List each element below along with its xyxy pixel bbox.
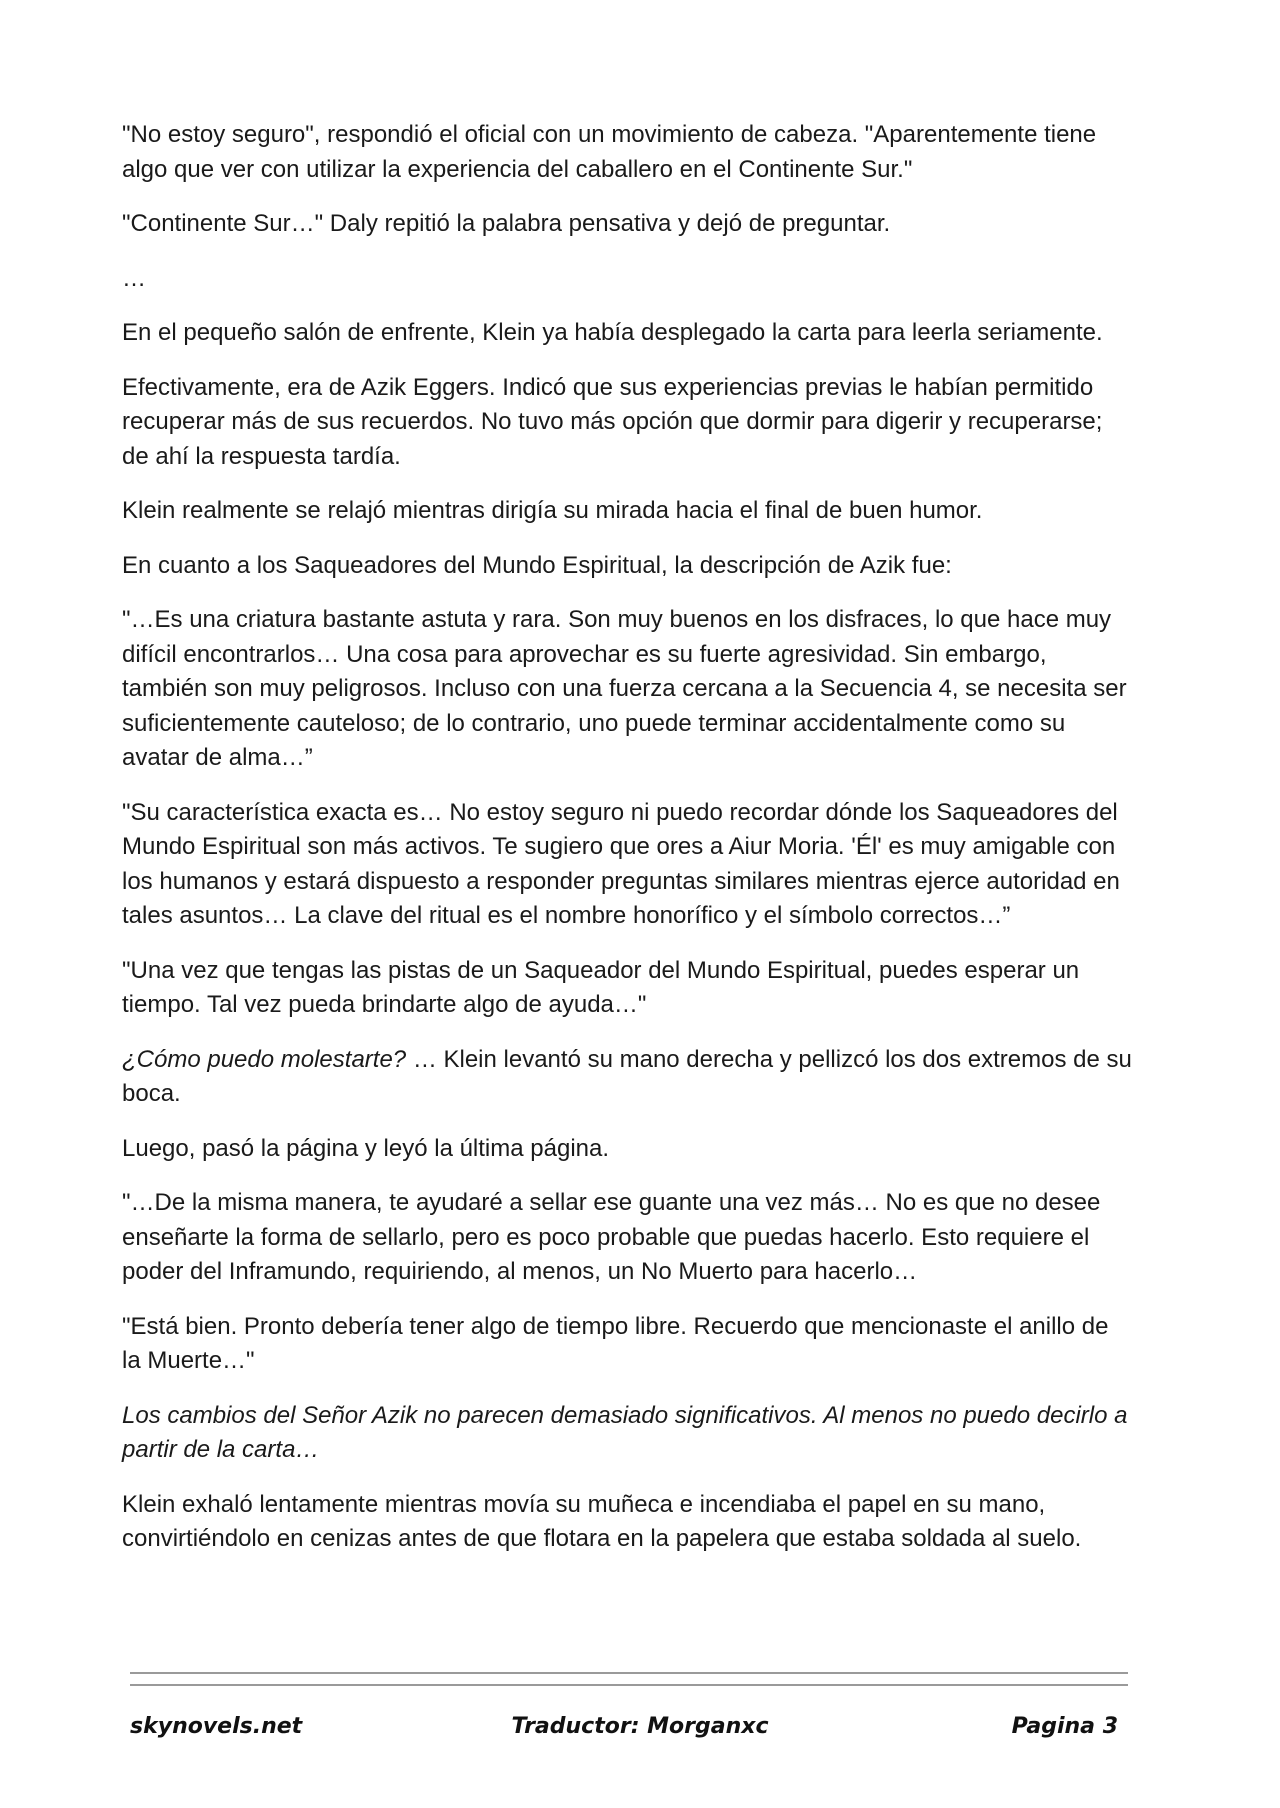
paragraph-10: "Una vez que tengas las pistas de un Saqueador del Mundo Espiritual, puedes esperar un tiempo. Tal vez pueda brindarte algo de ayuda…" bbox=[122, 956, 1080, 1018]
paragraph-14: "Está bien. Pronto debería tener algo de tiempo libre. Recuerdo que mencionaste el anillo de la Muerte…" bbox=[122, 1312, 1109, 1374]
paragraph-13: "…De la misma manera, te ayudaré a sellar ese guante una vez más… No es que no desee enseñarte la forma de sellarlo, pero es poco probable que puedas hacerlo. Esto requiere el poder del Inframundo, requiriendo, al menos, un No Muerto para hacerlo… bbox=[122, 1189, 1101, 1285]
paragraph-9: "Su característica exacta es… No estoy seguro ni puedo recordar dónde los Saqueadores del Mundo Espiritual son más activos. Te sugiero que ores a Aiur Moria. 'Él' es muy amigable con los humanos y estará dispuesto a responder preguntas similares mientras ejerce autoridad en tales asuntos… La clave del ritual es el nombre honorífico y el símbolo correctos…” bbox=[122, 798, 1120, 929]
paragraph-16: Klein exhaló lentamente mientras movía su muñeca e incendiaba el papel en su mano, convirtiéndolo en cenizas antes de que flotara en la papelera que estaba soldada al suelo. bbox=[122, 1490, 1082, 1552]
paragraph-15-italic: Los cambios del Señor Azik no parecen demasiado significativos. Al menos no puedo decirlo a partir de la carta… bbox=[122, 1401, 1128, 1463]
paragraph-2: "Continente Sur…" Daly repitió la palabra pensativa y dejó de preguntar. bbox=[122, 210, 891, 237]
paragraph-11 bbox=[122, 1043, 1132, 1112]
paragraph-7: En cuanto a los Saqueadores del Mundo Espiritual, la descripción de Azik fue: bbox=[122, 551, 952, 579]
footer-page-number: Pagina 3 bbox=[1011, 1714, 1118, 1739]
paragraph-4: En el pequeño salón de enfrente, Klein ya había desplegado la carta para leerla seriamente. bbox=[122, 319, 1103, 346]
footer-translator: Traductor: Morganxc bbox=[511, 1714, 769, 1739]
paragraph-11-text: … Klein levantó su mano derecha y pellizcó los dos extremos de su boca. bbox=[122, 1045, 1132, 1107]
document-body bbox=[122, 118, 1132, 1577]
paragraph-5: Efectivamente, era de Azik Eggers. Indicó que sus experiencias previas le habían permitido recuperar más de sus recuerdos. No tuvo más opción que dormir para digerir y recuperarse; de ahí la respuesta tardía. bbox=[122, 373, 1103, 470]
paragraph-6: Klein realmente se relajó mientras dirigía su mirada hacia el final de buen humor. bbox=[122, 497, 983, 524]
footer-divider-top bbox=[130, 1672, 1128, 1674]
paragraph-1: "No estoy seguro", respondió el oficial con un movimiento de cabeza. "Aparentemente tiene algo que ver con utilizar la experiencia del caballero en el Continente Sur." bbox=[122, 121, 1097, 183]
paragraph-11-italic: ¿Cómo puedo molestarte? bbox=[122, 1045, 407, 1073]
paragraph-8: "…Es una criatura bastante astuta y rara. Son muy buenos en los disfraces, lo que hace muy difícil encontrarlos… Una cosa para aprovechar es su fuerte agresividad. Sin embargo, también son muy peligrosos. Incluso con una fuerza cercana a la Secuencia 4, se necesita ser suficientemente cauteloso; de lo contrario, uno puede terminar accidentalmente como su avatar de alma…” bbox=[122, 606, 1127, 771]
footer-divider-bottom bbox=[130, 1684, 1128, 1686]
footer-site: skynovels.net bbox=[130, 1714, 303, 1739]
paragraph-3-ellipsis: … bbox=[122, 264, 146, 292]
paragraph-12: Luego, pasó la página y leyó la última página. bbox=[122, 1134, 610, 1162]
